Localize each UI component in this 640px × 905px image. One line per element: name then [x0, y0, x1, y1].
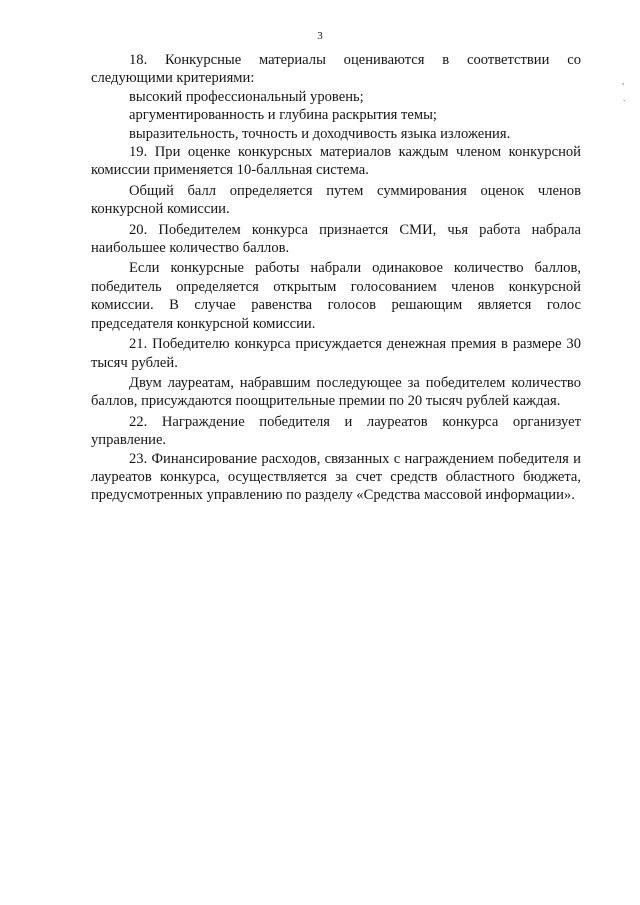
- paragraph-20: 20. Победителем конкурса признается СМИ, чья работа набрала наибольшее количество баллов.: [91, 221, 581, 257]
- criterion-argumentation: аргументированность и глубина раскрытия темы;: [129, 107, 437, 124]
- paragraph-18-intro: 18. Конкурсные материалы оцениваются в соответствии со следующими критериями:: [91, 52, 581, 87]
- margin-mark-dot: .: [623, 93, 626, 103]
- margin-mark-comma: ,: [622, 76, 625, 86]
- criterion-expressiveness: выразительность, точность и доходчивость языка изложения.: [129, 125, 511, 142]
- paragraph-19-total-score: Общий балл определяется путем суммирования оценок членов конкурсной комиссии.: [91, 182, 581, 218]
- paragraph-19: 19. При оценке конкурсных материалов каждым членом конкурсной комиссии применяется 10-балльная система.: [91, 144, 581, 179]
- paragraph-22: 22. Награждение победителя и лауреатов конкурса организует управление.: [91, 413, 581, 449]
- paragraph-20-tie-rule: Если конкурсные работы набрали одинаковое количество баллов, победитель определяется открытым голосованием членов конкурсной комиссии. В случае равенства голосов решающим является голос председателя конкурсной комиссии.: [91, 260, 581, 332]
- paragraph-21-laureates: Двум лауреатам, набравшим последующее за победителем количество баллов, присуждаются поощрительные премии по 20 тысяч рублей каждая.: [91, 374, 581, 410]
- criterion-professional-level: высокий профессиональный уровень;: [129, 88, 364, 105]
- paragraph-23: 23. Финансирование расходов, связанных с награждением победителя и лауреатов конкурса, осуществляется за счет средств областного бюджета, предусмотренных управлению по разделу «Средства массовой информации».: [91, 450, 581, 504]
- document-body: [91, 51, 581, 505]
- paragraph-21: 21. Победителю конкурса присуждается денежная премия в размере 30 тысяч рублей.: [91, 336, 581, 371]
- page-number: 3: [317, 30, 323, 42]
